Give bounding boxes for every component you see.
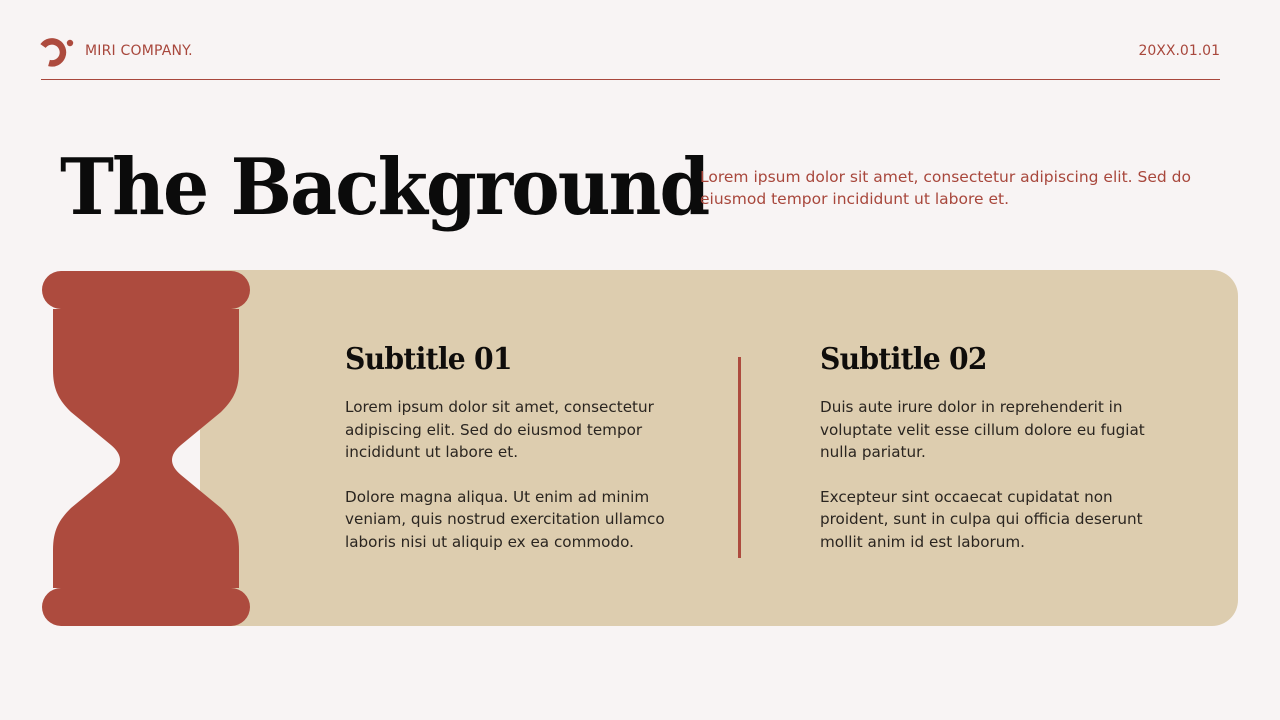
section-1-paragraph-2: Dolore magna aliqua. Ut enim ad minim veniam, quis nostrud exercitation ullamco laboris nisi ut aliquip ex ea commodo. <box>345 487 665 551</box>
header-divider <box>41 79 1220 80</box>
section-2-subtitle: Subtitle 02 <box>820 342 987 377</box>
company-name: MIRI COMPANY. <box>85 43 193 59</box>
hourglass-icon <box>41 270 251 627</box>
column-divider <box>738 357 741 558</box>
company-logo-icon <box>40 37 76 67</box>
intro-text: Lorem ipsum dolor sit amet, consectetur adipiscing elit. Sed do eiusmod tempor incididunt ut labore et. <box>700 168 1191 208</box>
section-2-paragraph-2: Excepteur sint occaecat cupidatat non proident, sunt in culpa qui officia deserunt mollit anim id est laborum. <box>820 487 1143 551</box>
section-1 <box>345 338 685 575</box>
header-date: 20XX.01.01 <box>1138 43 1220 59</box>
section-2-paragraph-1: Duis aute irure dolor in reprehenderit in voluptate velit esse cillum dolore eu fugiat nulla pariatur. <box>820 398 1145 461</box>
section-1-paragraph-1: Lorem ipsum dolor sit amet, consectetur adipiscing elit. Sed do eiusmod tempor incididunt ut labore et. <box>345 398 654 461</box>
section-2 <box>820 338 1160 575</box>
section-1-subtitle: Subtitle 01 <box>345 342 512 377</box>
page-title: The Background <box>60 142 709 233</box>
